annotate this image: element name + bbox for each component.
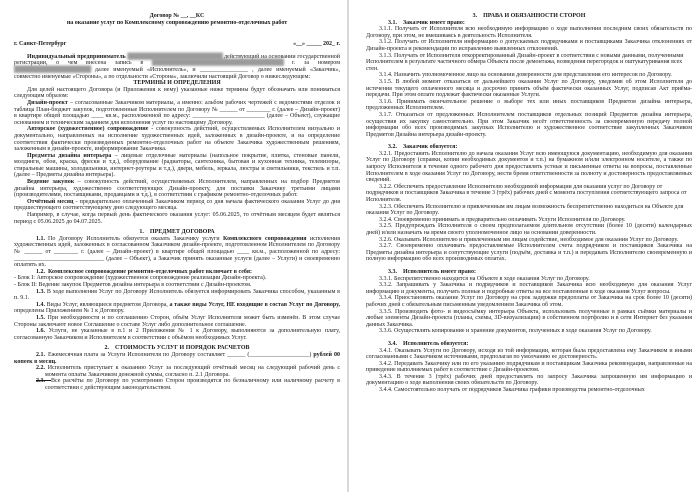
text-run: Услуги, не указанные в п.1 и 2 Приложения № 1 к Договору, выполняются за дополнительную плату, согласованную Заказчиком и Исполнителем в соответствии с объёмом необходимых Услуг. [14, 328, 340, 341]
text-run: Предметы дизайна интерьера [27, 152, 112, 159]
text-run: 1. ПРЕДМЕТ ДОГОВОРА [139, 229, 215, 236]
text-run: 3.3.6. Осуществлять копирование и хранение документов, полученных в ходе оказания Услуг по Договору. [379, 328, 652, 335]
text-run: Комплексного сопровождения [223, 235, 307, 242]
subsection-heading [366, 341, 692, 348]
city-date-row [14, 41, 340, 48]
text-run: далее именуемый «Исполнитель», и ________________ , далее именуемый «Заказчик», совместно именуемые «Стороны», а по отдельности «Сторона», заключили настоящий Договор о нижеследующем: [14, 66, 340, 80]
text-run: - Блок II: Ведение закупок Предметов дизайна интерьера в соответствии с Дизайн-проектом. [14, 281, 252, 288]
paragraph [14, 87, 340, 100]
page-1 [0, 0, 347, 492]
text-run: Отчётный месяц [27, 198, 74, 205]
text-run: «__» _____ 202_ г. [292, 41, 340, 48]
text-run: г. Санкт-Петербург [14, 41, 67, 48]
text-run: исполнения художественных идей, заложенных в согласованном Заказчиком дизайн-проекте, подготовленном Исполнителем по Договору № ______ от ________ г. (далее – Дизайн-проект) в квартире общей площадью ____ кв.м., расположенной по адресу: ______________________________ (далее – Объект), а Заказчик принять оказанные услуги (далее – Услуги) и своевременно оплатить их. [14, 235, 340, 269]
paragraph [366, 26, 692, 39]
text-run: 2.3. [36, 378, 45, 385]
paragraph [366, 348, 692, 361]
text-run: 1.3. [36, 288, 45, 295]
text-run: Договор № __, __КС [149, 13, 205, 19]
text-run: - Блок I: Авторское сопровождение (художественное сопровождение реализации Дизайн-проекта). [14, 275, 267, 282]
text-run: 3.2.2. Обеспечить предоставление Исполнителю необходимой информации для оказания услуг по Договору от подрядчиков и поставщиков Заказчика в течение 3 (трёх) рабочих дней с момента поступления соответствующего запроса от Исполнителя. [366, 183, 687, 204]
paragraph [14, 54, 340, 80]
text-run: г. за номером [283, 60, 340, 67]
text-run: а также виды Услуг, НЕ входящие в состав Услуг по Договору, [169, 301, 340, 308]
section-heading [14, 13, 340, 20]
paragraph [366, 361, 692, 374]
text-run: 1.2. [36, 268, 45, 275]
paragraph [366, 309, 692, 329]
text-run: Индивидуальный предприниматель [27, 53, 128, 60]
text-run: 3.1.5. В любой момент отказаться от дальнейшего оказания Услуг по Договору, уведомив об этом Исполнителя до истечения текущего оплаченного месяца и досрочно принять объём фактически оказанных Услуг, подписав Акт приёма-передачи. При этом оплате подлежат фактически оказанные Услуги. [366, 78, 692, 99]
paragraph [14, 328, 340, 341]
paragraph [366, 328, 692, 335]
paragraph [14, 352, 340, 365]
text-run: 3.3.2. Запрашивать у Заказчика и подрядчиков и поставщиков Заказчика всю необходимую для оказания Услуг информацию и документы, получать полные и подробные ответы на все поставленные в ходе оказания Услуг вопросы. [366, 282, 692, 295]
text-run: 3.3.4. Приостановить оказание Услуг по Договору на срок задержки предоплаты от Заказчика на срок более 10 (десяти) рабочих дней с обязательным письменным уведомлением Заказчика об этом. [366, 295, 692, 308]
clause-paragraph [36, 365, 340, 378]
paragraph [366, 112, 692, 138]
text-run: 3.1.3. Получать от Исполнителя откорректированный Дизайн-проект в соответствии с новыми данными, полученными Исполнителем в результате частичного обмера Объекта после демонтажа, возведения перегородок и оштукатуривания всех стен. [366, 52, 684, 72]
text-run: 3.4.1. Оказывать Услуги по Договору, исходя из той информации, которая была предоставлена ему Заказчиком и иными согласованными с Заказчиком источниками, предполагая по умолчанию ее достоверность. [366, 347, 692, 361]
text-run: Ведение закупок [27, 179, 75, 186]
text-run: 1.1. [36, 235, 45, 242]
clause-paragraph [36, 378, 340, 391]
text-run: 1.6. [36, 328, 45, 335]
text-run: рублей 00 копеек в месяц. [14, 351, 341, 365]
text-run: Например, в случае, когда первый день фактического оказания услуг: 05.06.2025, то отчётным месяцем будет являться период с 05.06.2025 до 04.07.2025. [14, 212, 340, 225]
paragraph [14, 236, 340, 269]
text-run: Ежемесячная плата за Услуги Исполнителя по Договору составляет ______ (____________________) [45, 351, 314, 358]
text-run: 3.4.4. Самостоятельно получать от подрядчиков Заказчика графики производства ремонтно-отделочных [379, 387, 645, 394]
text-run: – лицевые отделочные материалы (напольное покрытие, плитка, стеновые панели, молдинги, обои, краска, фрески и т.д.), оборудование (радиаторы, сантехника, бытовая и кухонная техника, телевизоры, стиральные машины, холодильники, интернет-роутеры и т.д.), двери, мебель, зеркала, люстры и светильники, текстиль и т.п. (далее – Предметы дизайна интерьера). [14, 152, 340, 179]
paragraph [366, 243, 692, 263]
text-run: - предварительно оплаченный Заказчиком период со дня начала фактического оказания Услуг до дня предшествующего соответствующему дню следующего месяца. [14, 198, 340, 212]
section-heading [14, 20, 340, 27]
paragraph [14, 282, 340, 289]
text-run: 3.2.6. Оказывать Исполнителю и привлеченным им лицам содействие, необходимое для оказания Услуг по Договору. [379, 236, 679, 243]
text-run: 3.4.2. Передавать Заказчику или по его указанию подрядчикам и поставщикам Заказчика рекомендации, направленные на приведение выполняемых работ в соответствие с Дизайн-проектом. [366, 360, 692, 374]
paragraph [14, 100, 340, 126]
text-run: 1.5. [36, 314, 45, 321]
text-run: – согласованные Заказчиком материалы, а именно: альбом рабочих чертежей с ведомостями отделок и таблица План-бюджет закупок, подготовленные Исполнителем по Договору № ______ от ________ г. (далее – Дизайн-проект) в квартире общей площадью ____ кв.м., расположенной по адресу: ________________________ (далее – Объект), служащие основанием и техническим заданием для исполнения услуг по настоящему Договору. [14, 99, 340, 126]
redaction-bar: █████████████████████ [14, 66, 91, 73]
text-run: Дизайн-проект [27, 99, 68, 106]
text-run: При необходимости и по соглашению Сторон, объём Услуг Исполнителя может быть изменён. В этом случае Стороны заключают новое Соглашение о составе Услуг либо дополнительное соглашение. [14, 314, 340, 328]
text-run: Авторское (художественное) сопровождение [27, 126, 149, 133]
paragraph [14, 179, 340, 199]
paragraph [14, 315, 340, 328]
text-run: 3.2.1. Предоставить Исполнителю до начала оказания Услуг всю имеющуюся документацию, необходимую для оказания Услуг по Договору (справки, копии необходимых документов и т.п.) на бумажном и/или электронном носителе, а также по запросу Исполнителя в течение одного рабочего дня предоставлять устные и письменные ответы на вопросы, поставленные Исполнителем в ходе оказания Услуг по Договору, нести бремя ответственности за полноту и достоверность предоставляемых сведений. [366, 150, 692, 184]
subsection-heading [366, 144, 692, 151]
paragraph [366, 99, 692, 112]
text-run: 3.2.5. Предупреждать Исполнителя о своем предполагаемом длительном отсутствии (более 10 (десяти) календарных дней) и/или назначать на время своего уполномоченное лицо на основании доверенности. [366, 223, 692, 236]
paragraph [14, 302, 340, 315]
text-run: Виды Услуг, являющиеся предметом Договора, [45, 301, 170, 308]
redaction-bar: ████████████████████████████████████ [151, 60, 284, 67]
paragraph [366, 295, 692, 308]
text-run: Комплексное сопровождение ремонтно-отделочных работ включает в себя: [48, 268, 252, 275]
paragraph [14, 126, 340, 152]
text-run: - совокупность действий, осуществляемых Исполнителем визуально и документально, направленных на исполнение художественных идей, заложенных в дизайн-проекте, и на определение соответствия фактически произведенных ремонтно-отделочных работ на объекте Заказчика художественным решениям, заложенным в дизайн-проекте, информирование Заказчика. [14, 126, 340, 153]
paragraph [366, 374, 692, 387]
paragraph [14, 199, 340, 212]
text-run: 3.2.3. Обеспечить Исполнителю и привлеченным им лицам возможность беспрепятственно находиться на Объекте для оказания Услуг по Договору. [366, 203, 684, 217]
text-run: 3.1.7. Отказаться от предложенных Исполнителем поставщиков отдельных позиций Предметов дизайна интерьера, осуществив их закупку самостоятельно. При этом Заказчик несёт ответственность за своевременную передачу полной информации обо всех производимых закупках Исполнителю и художественное соответствие закупленных Заказчиком Предметов Дизайна интерьера дизайн-проекту. [366, 111, 692, 138]
text-run: 3.1.4. Назначить уполномоченное лицо на основании доверенности для представления его интересов по Договору. [379, 72, 672, 79]
paragraph [14, 153, 340, 179]
paragraph [366, 223, 692, 236]
text-run: 3.4. Исполнитель обязуется: [388, 340, 469, 347]
section-heading [14, 345, 340, 352]
text-run: Исполнитель приступает к оказанию Услуг за последующий отчётный месяц на следующий рабочий день с момента оплаты Заказчиком денежной суммы, согласно п. 2.1 Договора. [45, 365, 340, 378]
text-run: В ходе выполнения Услуг по Договору Исполнитель обязуется информировать Заказчика способом, указанным в п. 9.1. [14, 288, 340, 302]
paragraph [366, 53, 692, 73]
paragraph [366, 282, 692, 295]
text-run: 3.1.2. Получать от Исполнителя информацию о допускаемых подрядчиками и поставщиками Заказчика отклонениях от Дизайн-проекта и рекомендации по исправлению выявленных отклонений. [366, 39, 692, 52]
redaction-bar: ██████████████████████████ [127, 53, 223, 60]
text-run: 3.3.1. Беспрепятственно находится на Объекте в ходе оказания Услуг по Договору. [379, 275, 590, 282]
paragraph [14, 212, 340, 225]
text-run: 3.1.6. Принимать окончательное решение о выборе тех или иных поставщиков Предметов дизайна интерьера, предложенных Исполнителем. [366, 98, 692, 112]
text-run: 2. СТОИМОСТЬ УСЛУГ И ПОРЯДОК РАСЧЕТОВ [104, 345, 250, 352]
text-run: 1.4. [36, 301, 45, 308]
paragraph [14, 289, 340, 302]
paragraph [14, 275, 340, 282]
section-heading [366, 13, 692, 20]
section-heading [14, 229, 340, 236]
text-run: — [45, 378, 51, 385]
paragraph [366, 387, 692, 394]
text-run: определены Приложением № 1 к Договору. [14, 308, 125, 315]
text-run: 2.1. [36, 351, 45, 358]
paragraph [366, 39, 692, 52]
paragraph [366, 184, 692, 204]
text-run: Все расчёты по Договору по усмотрению Сторон производятся по безналичному или наличному расчету в соответствии с действующим законодательством. [45, 378, 340, 391]
paragraph [366, 151, 692, 184]
paragraph [366, 72, 692, 79]
text-run: По Договору Исполнитель обязуется оказать Заказчику услуги [45, 235, 224, 242]
paragraph [366, 237, 692, 244]
text-run: 3.3. Исполнитель имеет право: [388, 268, 476, 275]
text-run: действующий на основании государственной регистрации, о чем внесена запись в [14, 53, 341, 67]
paragraph [366, 204, 692, 217]
paragraph [366, 79, 692, 99]
section-heading [14, 80, 340, 87]
text-run: 2.2. [36, 365, 45, 372]
text-run: 3. ПРАВА И ОБЯЗАННОСТИ СТОРОН [472, 13, 586, 19]
text-run: Для целей настоящего Договора (и Приложения к нему) указанные ниже термины будут обозначать или пониматься следующим образом: [14, 86, 340, 100]
text-run: 3.2.4. Своевременно принимать и предварительно оплачивать Услуги Исполнителя по Договору. [379, 216, 626, 223]
page-2 [349, 0, 700, 492]
text-run: 3.3.5. Производить фото- и видеосъёмку интерьера Объекта, использовать полученные в рамках съёмки материалы и любые элементы Дизайн-проекта (планы, схемы, 3D-визуализации) в собственном портфолио и в сети Интернет без указания данных Заказчика. [366, 308, 692, 328]
text-run: – совокупность действий, осуществляемых Исполнителем, направленных на подбор Предметов дизайна интерьера, художественно соответствующих Дизайн-проекту, для поставки Заказчику третьими лицами (производителями, поставщиками, продавцами и т.д.), в соответствии с графиком ремонтно-отделочных работ. [14, 179, 341, 199]
text-run: 3.1. Заказчик имеет право: [388, 19, 465, 26]
subsection-heading [366, 269, 692, 276]
text-run: 3.4.3. В течение 3 (трёх) рабочих дней предоставлять по запросу Заказчика запрошенную им информацию и документацию о ходе выполнения своих обязательств по Договору. [366, 373, 692, 387]
text-run: 3.1.1. Получать от Исполнителя всю необходимую информацию о ходе выполнения последним своих обязательств по Договору, при этом, не вмешиваясь в деятельность Исполнителя. [366, 26, 692, 39]
text-run: 3.2.7. Своевременно оплачивать предоставляемые Исполнителем счета подрядчиков и поставщиков Заказчика на Предметы дизайна интерьера и сопутствующие услуги (подъём, доставка и т.п.) и передавать Исполнителю своевременную и полную информацию обо всех производимых оплатах. [366, 243, 692, 263]
text-run: на оказание услуг по Комплексному сопровождению ремонтно-отделочных работ [66, 19, 288, 26]
text-run: 3.2. Заказчик обязуется: [388, 144, 458, 151]
text-run: ТЕРМИНЫ И ОПРЕДЕЛЕНИЯ [133, 80, 221, 87]
